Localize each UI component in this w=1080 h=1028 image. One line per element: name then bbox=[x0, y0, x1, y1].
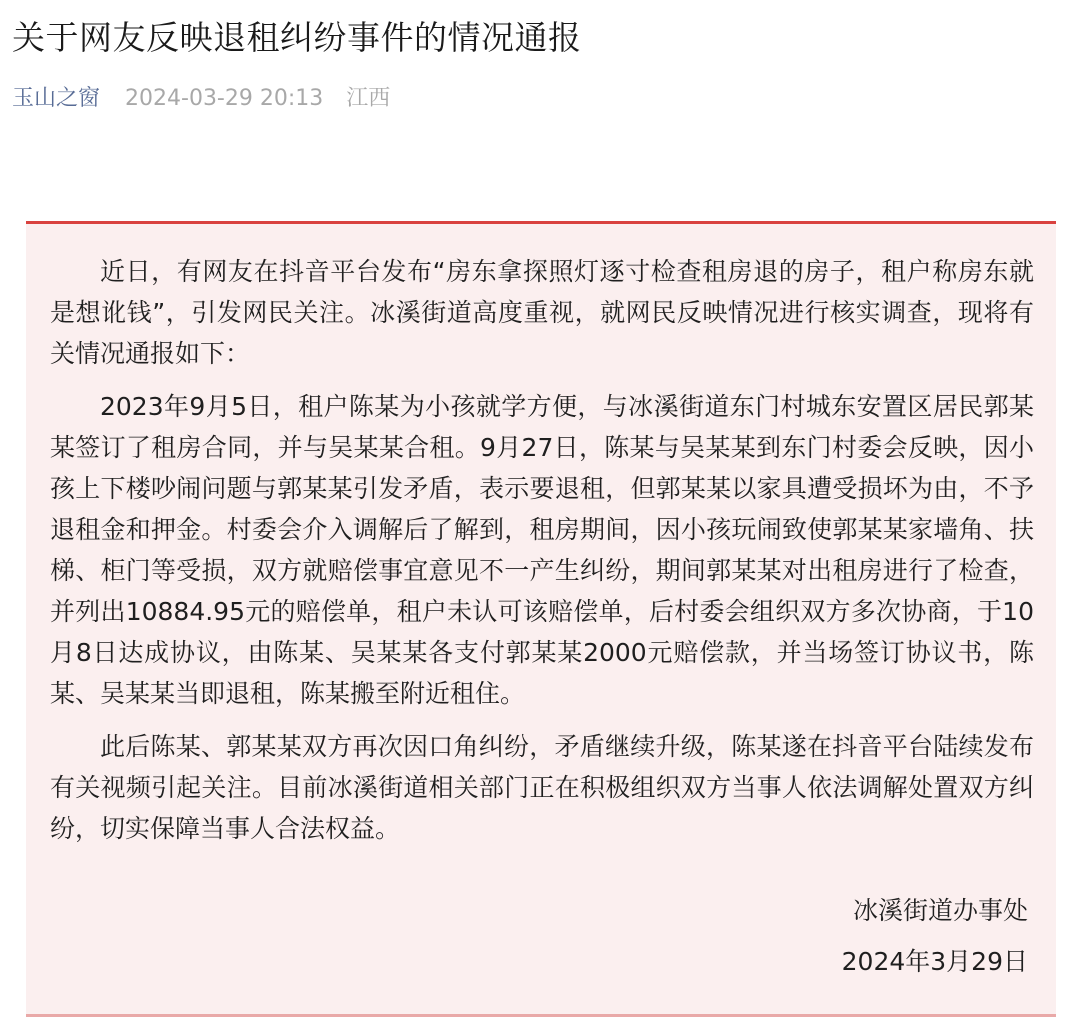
notice-paragraph-3: 此后陈某、郭某某双方再次因口角纠纷，矛盾继续升级，陈某遂在抖音平台陆续发布有关视频引起关注。目前冰溪街道相关部门正在积极组织双方当事人依法调解处置双方纠纷，切实保障当事人合法权益。 bbox=[50, 732, 1034, 843]
notice-date: 2024年3月29日 bbox=[841, 947, 1028, 976]
notice-card bbox=[26, 221, 1056, 1017]
article-title: 关于网友反映退租纠纷事件的情况通报 bbox=[12, 18, 582, 57]
notice-body bbox=[50, 251, 1034, 861]
publish-time: 2024-03-29 20:13 bbox=[125, 86, 324, 111]
publish-location: 江西 bbox=[346, 86, 391, 111]
notice-paragraph-1: 近日，有网友在抖音平台发布“房东拿探照灯逐寸检查租房退的房子，租户称房东就是想讹钱”，引发网民关注。冰溪街道高度重视，就网民反映情况进行核实调查，现将有关情况通报如下： bbox=[50, 257, 1034, 368]
account-name-link[interactable]: 玉山之窗 bbox=[12, 86, 101, 111]
notice-paragraph-2: 2023年9月5日，租户陈某为小孩就学方便，与冰溪街道东门村城东安置区居民郭某某签订了租房合同，并与吴某某合租。9月27日，陈某与吴某某到东门村委会反映，因小孩上下楼吵闹问题与郭某某引发矛盾，表示要退租，但郭某某以家具遭受损坏为由，不予退租金和押金。村委会介入调解后了解到，租房期间，因小孩玩闹致使郭某某家墙角、扶梯、柜门等受损，双方就赔偿事宜意见不一产生纠纷，期间郭某某对出租房进行了检查，并列出10884.95元的赔偿单，租户未认可该赔偿单，后村委会组织双方多次协商，于10月8日达成协议，由陈某、吴某某各支付郭某某2000元赔偿款，并当场签订协议书，陈某、吴某某当即退租，陈某搬至附近租住。 bbox=[50, 392, 1034, 708]
notice-signature: 冰溪街道办事处 bbox=[852, 896, 1028, 925]
article-meta bbox=[12, 84, 390, 114]
